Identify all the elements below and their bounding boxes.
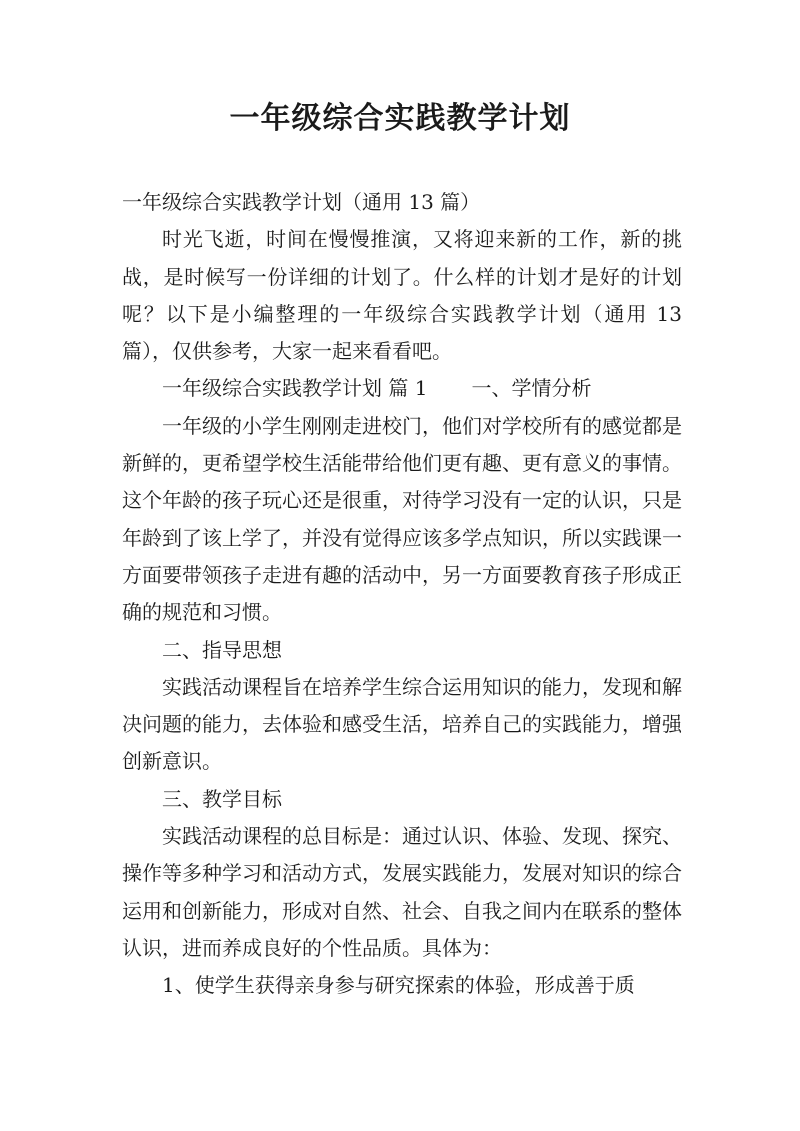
- document-body: [122, 184, 682, 1005]
- section3-heading: 三、教学目标: [162, 786, 282, 811]
- section3-body: 实践活动课程的总目标是：通过认识、体验、发现、探究、操作等多种学习和活动方式，发展实践能力，发展对知识的综合运用和创新能力，形成对自然、社会、自我之间内在联系的整体认识，进而养成良好的个性品质。具体为：: [122, 824, 682, 960]
- article-heading: 一年级综合实践教学计划 篇 1: [162, 376, 428, 401]
- goal-item-1: 1、使学生获得亲身参与研究探索的体验，形成善于质: [162, 973, 635, 998]
- section1-body: 一年级的小学生刚刚走进校门，他们对学校所有的感觉都是新鲜的，更希望学校生活能带给他们更有趣、更有意义的事情。这个年龄的孩子玩心还是很重，对待学习没有一定的认识，只是年龄到了该上学了，并没有觉得应该多学点知识，所以实践课一方面要带领孩子走进有趣的活动中，另一方面要教育孩子形成正确的规范和习惯。: [122, 413, 682, 625]
- intro-paragraph: 时光飞逝，时间在慢慢推演，又将迎来新的工作，新的挑战，是时候写一份详细的计划了。什么样的计划才是好的计划呢？以下是小编整理的一年级综合实践教学计划（通用 13 篇），仅供参考，大家一起来看看吧。: [122, 227, 682, 364]
- document-title: 一年级综合实践教学计划: [229, 101, 571, 136]
- article-heading-line: [122, 370, 682, 407]
- document-subtitle: 一年级综合实践教学计划（通用 13 篇）: [122, 190, 481, 214]
- section2-heading: 二、指导思想: [162, 637, 282, 662]
- section2-body: 实践活动课程旨在培养学生综合运用知识的能力，发现和解决问题的能力，去体验和感受生活，培养自己的实践能力，增强创新意识。: [122, 674, 682, 774]
- section1-heading: 一、学情分析: [471, 376, 592, 401]
